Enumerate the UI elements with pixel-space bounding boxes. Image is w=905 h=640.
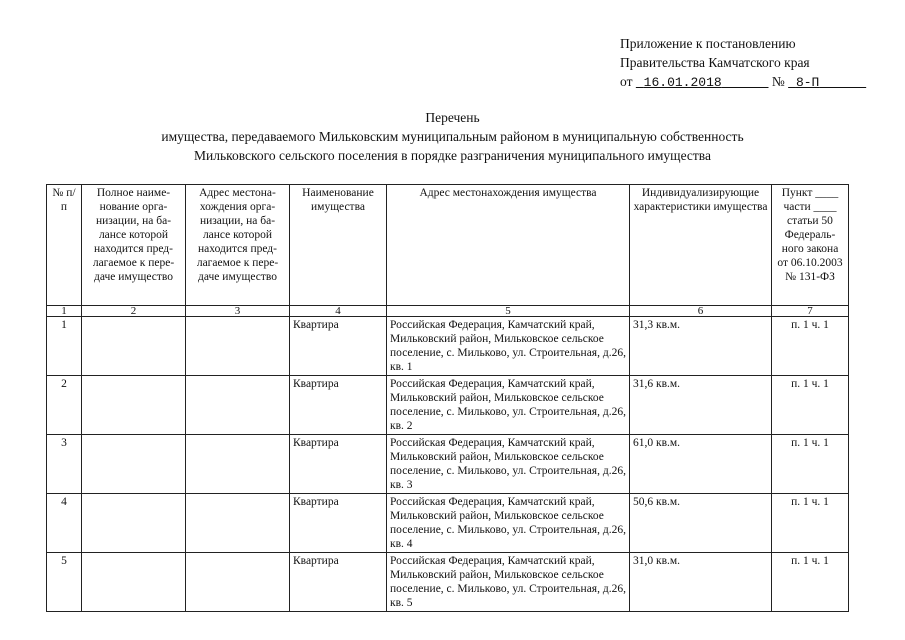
row-organization — [82, 376, 186, 435]
row-organization — [82, 317, 186, 376]
row-organization — [82, 553, 186, 612]
header-law-point: Пункт ____ части ____ статьи 50 Федераль-ного закона от 06.10.2003 № 131-ФЗ — [772, 185, 849, 306]
row-law-point: п. 1 ч. 1 — [772, 435, 849, 494]
row-organization-address — [186, 317, 290, 376]
row-organization-address — [186, 494, 290, 553]
header-organization: Полное наиме-нование орга-низации, на ба-лансе которой находится пред-лагаемое к пере-даче имущество — [82, 185, 186, 306]
table-row — [47, 317, 849, 376]
row-characteristics: 31,3 кв.м. — [630, 317, 772, 376]
row-property-address: Российская Федерация, Камчатский край, Мильковский район, Мильковское сельское поселение, с. Мильково, ул. Строительная, д.26, кв. 1 — [387, 317, 630, 376]
header-num: № п/п — [47, 185, 82, 306]
from-label: от — [620, 74, 633, 89]
appendix-line-2: Правительства Камчатского края — [620, 55, 810, 70]
row-organization — [82, 494, 186, 553]
table-row — [47, 553, 849, 612]
column-number: 1 — [47, 306, 82, 317]
number-label: № — [771, 74, 785, 89]
document-heading — [0, 108, 905, 165]
table-row — [47, 376, 849, 435]
row-organization-address — [186, 435, 290, 494]
property-table — [46, 184, 849, 612]
row-number: 4 — [47, 494, 82, 553]
row-number: 3 — [47, 435, 82, 494]
header-organization-address: Адрес местона-хождения орга-низации, на ба-лансе которой находится пред-лагаемое к пере-даче имущество — [186, 185, 290, 306]
column-number: 7 — [772, 306, 849, 317]
appendix-line-1: Приложение к постановлению — [620, 36, 796, 51]
row-property-name: Квартира — [290, 317, 387, 376]
row-number: 1 — [47, 317, 82, 376]
row-law-point: п. 1 ч. 1 — [772, 494, 849, 553]
row-organization — [82, 435, 186, 494]
appendix-date-line — [620, 72, 866, 92]
column-number: 5 — [387, 306, 630, 317]
row-characteristics: 31,6 кв.м. — [630, 376, 772, 435]
row-law-point: п. 1 ч. 1 — [772, 317, 849, 376]
row-property-name: Квартира — [290, 435, 387, 494]
column-number-row — [47, 306, 849, 317]
row-law-point: п. 1 ч. 1 — [772, 376, 849, 435]
document-title: Перечень — [425, 110, 480, 125]
column-number: 2 — [82, 306, 186, 317]
row-property-address: Российская Федерация, Камчатский край, Мильковский район, Мильковское сельское поселение, с. Мильково, ул. Строительная, д.26, кв. 3 — [387, 435, 630, 494]
header-property-name: Наименование имущества — [290, 185, 387, 306]
document-subtitle-2: Мильковского сельского поселения в порядке разграничения муниципального имущества — [194, 148, 711, 163]
column-number: 3 — [186, 306, 290, 317]
row-law-point: п. 1 ч. 1 — [772, 553, 849, 612]
row-number: 5 — [47, 553, 82, 612]
table-row — [47, 435, 849, 494]
row-characteristics: 61,0 кв.м. — [630, 435, 772, 494]
row-organization-address — [186, 553, 290, 612]
row-organization-address — [186, 376, 290, 435]
row-property-name: Квартира — [290, 494, 387, 553]
table-header-row — [47, 185, 849, 306]
row-number: 2 — [47, 376, 82, 435]
column-number: 4 — [290, 306, 387, 317]
table-row — [47, 494, 849, 553]
row-characteristics: 50,6 кв.м. — [630, 494, 772, 553]
header-property-address: Адрес местонахождения имущества — [387, 185, 630, 306]
document-number: 8-П — [795, 75, 820, 90]
column-number: 6 — [630, 306, 772, 317]
row-property-address: Российская Федерация, Камчатский край, Мильковский район, Мильковское сельское поселение, с. Мильково, ул. Строительная, д.26, кв. 2 — [387, 376, 630, 435]
appendix-block — [620, 34, 866, 92]
row-property-name: Квартира — [290, 376, 387, 435]
document-date: 16.01.2018 — [643, 75, 722, 90]
row-property-name: Квартира — [290, 553, 387, 612]
header-characteristics: Индивидуализирующие характеристики имущества — [630, 185, 772, 306]
row-characteristics: 31,0 кв.м. — [630, 553, 772, 612]
document-subtitle-1: имущества, передаваемого Мильковским муниципальным районом в муниципальную собственность — [161, 129, 744, 144]
row-property-address: Российская Федерация, Камчатский край, Мильковский район, Мильковское сельское поселение, с. Мильково, ул. Строительная, д.26, кв. 5 — [387, 553, 630, 612]
row-property-address: Российская Федерация, Камчатский край, Мильковский район, Мильковское сельское поселение, с. Мильково, ул. Строительная, д.26, кв. 4 — [387, 494, 630, 553]
